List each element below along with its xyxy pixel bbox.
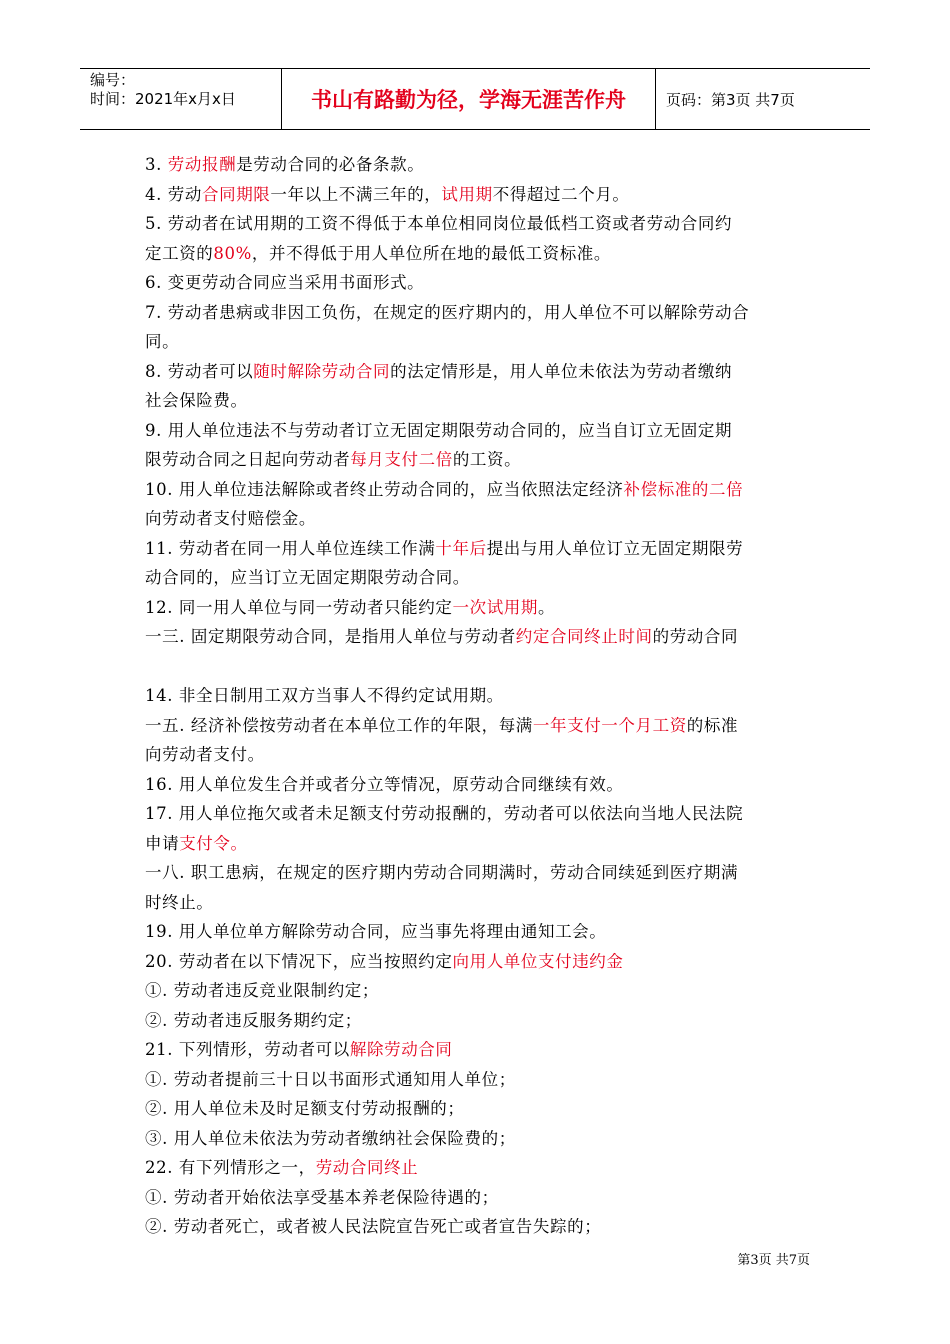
text-line [145, 652, 815, 682]
text-line [145, 1153, 815, 1183]
body-text: 11. 劳动者在同一用人单位连续工作满 [145, 538, 436, 558]
header-motto: 书山有路勤为径，学海无涯苦作舟 [282, 69, 656, 129]
text-line [145, 740, 815, 770]
body-text: 的法定情形是，用人单位未依法为劳动者缴纳 [390, 361, 733, 381]
header-code: 编号： [90, 71, 136, 89]
text-line [145, 681, 815, 711]
highlight-text: 劳动合同终止 [315, 1158, 419, 1177]
body-text: 5. 劳动者在试用期的工资不得低于本单位相同岗位最低档工资或者劳动合同约 [145, 214, 733, 233]
body-text: 一五. 经济补偿按劳动者在本单位工作的年限，每满 [145, 715, 533, 735]
body-text: 一年以上不满三年的， [270, 184, 442, 204]
body-text: ①. 劳动者开始依法享受基本养老保险待遇的； [145, 1187, 499, 1207]
highlight-text: 补偿标准的二倍 [623, 479, 744, 499]
body-text: 是劳动合同的必备条款。 [236, 155, 425, 174]
text-line [145, 386, 815, 416]
header-page-number: 页码：第3页 共7页 [666, 90, 795, 109]
body-text: 6. 变更劳动合同应当采用书面形式。 [145, 273, 425, 292]
highlight-text: 合同期限 [202, 184, 271, 204]
text-line [145, 829, 815, 859]
header-time: 时间：2021年x月x日 [90, 90, 236, 108]
body-text: 16. 用人单位发生合并或者分立等情况，原劳动合同继续有效。 [145, 774, 624, 794]
page-header [80, 68, 870, 130]
body-text: ，并不得低于用人单位所在地的最低工资标准。 [251, 243, 611, 263]
text-line [145, 209, 815, 239]
body-text: 14. 非全日制用工双方当事人不得约定试用期。 [145, 686, 504, 705]
text-line [145, 858, 815, 888]
header-meta [80, 69, 282, 129]
body-text: 时终止。 [145, 892, 214, 912]
highlight-text: 随时解除劳动合同 [253, 361, 391, 381]
body-text: 17. 用人单位拖欠或者未足额支付劳动报酬的，劳动者可以依法向当地人民法院 [145, 804, 744, 823]
body-text: 3. [145, 155, 168, 174]
text-line [145, 268, 815, 298]
text-line [145, 327, 815, 357]
text-line [145, 711, 815, 741]
text-line [145, 1124, 815, 1154]
body-text: 12. 同一用人单位与同一劳动者只能约定 [145, 597, 453, 617]
text-line [145, 357, 815, 387]
body-text: ①. 劳动者违反竞业限制约定； [145, 981, 379, 1000]
highlight-text: 支付令。 [179, 833, 248, 853]
body-text: 7. 劳动者患病或非因工负伤，在规定的医疗期内的，用人单位不可以解除劳动合 [145, 302, 750, 322]
body-text: 向劳动者支付赔偿金。 [145, 509, 316, 528]
text-line [145, 622, 815, 652]
highlight-text: 80% [213, 243, 252, 263]
body-text: 的劳动合同 [652, 627, 739, 646]
text-line [145, 947, 815, 977]
body-text: 19. 用人单位单方解除劳动合同，应当事先将理由通知工会。 [145, 922, 607, 941]
text-line [145, 1035, 815, 1065]
footer-page-number: 第3页 共7页 [737, 1253, 810, 1268]
body-text: 同。 [145, 332, 180, 351]
text-line [145, 888, 815, 918]
body-text: ①. 劳动者提前三十日以书面形式通知用人单位； [145, 1069, 516, 1089]
body-text: 向劳动者支付。 [145, 745, 265, 764]
highlight-text: 劳动报酬 [167, 155, 237, 174]
body-text: 22. 有下列情形之一， [145, 1158, 316, 1177]
text-line [145, 1065, 815, 1095]
body-text: 10. 用人单位违法解除或者终止劳动合同的，应当依照法定经济 [145, 479, 624, 499]
body-text: 。 [538, 597, 556, 617]
highlight-text: 约定合同终止时间 [515, 627, 653, 646]
text-line [145, 593, 815, 623]
body-text: 提出与用人单位订立无固定期限劳 [486, 538, 744, 558]
highlight-text: 一次试用期 [452, 597, 538, 617]
text-line [145, 1212, 815, 1242]
text-line [145, 445, 815, 475]
highlight-text: 试用期 [441, 184, 493, 204]
body-text: ②. 劳动者死亡，或者被人民法院宣告死亡或者宣告失踪的； [145, 1217, 602, 1236]
highlight-text: 十年后 [435, 538, 487, 558]
body-text: 20. 劳动者在以下情况下，应当按照约定 [145, 951, 453, 971]
body-text: ③. 用人单位未依法为劳动者缴纳社会保险费的； [145, 1128, 516, 1148]
document-body [145, 150, 815, 1242]
body-text: 一八. 职工患病，在规定的医疗期内劳动合同期满时，劳动合同续延到医疗期满 [145, 863, 739, 882]
body-text: 限劳动合同之日起向劳动者 [145, 450, 351, 469]
text-line [145, 504, 815, 534]
body-text: 的标准 [686, 715, 739, 735]
text-line [145, 917, 815, 947]
text-line [145, 1006, 815, 1036]
text-line [145, 1183, 815, 1213]
text-line [145, 770, 815, 800]
text-line [145, 475, 815, 505]
body-text: 社会保险费。 [145, 391, 248, 410]
text-line [145, 239, 815, 269]
text-line [145, 799, 815, 829]
body-text: 不得超过二个月。 [492, 184, 630, 204]
highlight-text: 每月支付二倍 [350, 450, 453, 469]
body-text: 9. 用人单位违法不与劳动者订立无固定期限劳动合同的，应当自订立无固定期 [145, 420, 733, 440]
text-line [145, 298, 815, 328]
text-line [145, 976, 815, 1006]
body-text: 21. 下列情形，劳动者可以 [145, 1040, 350, 1059]
body-text: ②. 用人单位未及时足额支付劳动报酬的； [145, 1099, 465, 1118]
body-text: 动合同的，应当订立无固定期限劳动合同。 [145, 568, 470, 587]
body-text: 4. 劳动 [145, 184, 202, 204]
body-text: 的工资。 [452, 450, 522, 469]
highlight-text: 解除劳动合同 [349, 1040, 453, 1059]
body-text: 8. 劳动者可以 [145, 361, 254, 381]
body-text: ②. 劳动者违反服务期约定； [145, 1010, 362, 1030]
text-line [145, 1094, 815, 1124]
text-line [145, 563, 815, 593]
highlight-text: 一年支付一个月工资 [532, 715, 687, 735]
highlight-text: 向用人单位支付违约金 [452, 951, 624, 971]
text-line [145, 150, 815, 180]
body-text: 定工资的 [145, 243, 214, 263]
text-line [145, 180, 815, 210]
text-line [145, 416, 815, 446]
text-line [145, 534, 815, 564]
body-text: 申请 [145, 833, 180, 853]
body-text: 一三. 固定期限劳动合同，是指用人单位与劳动者 [145, 627, 516, 646]
